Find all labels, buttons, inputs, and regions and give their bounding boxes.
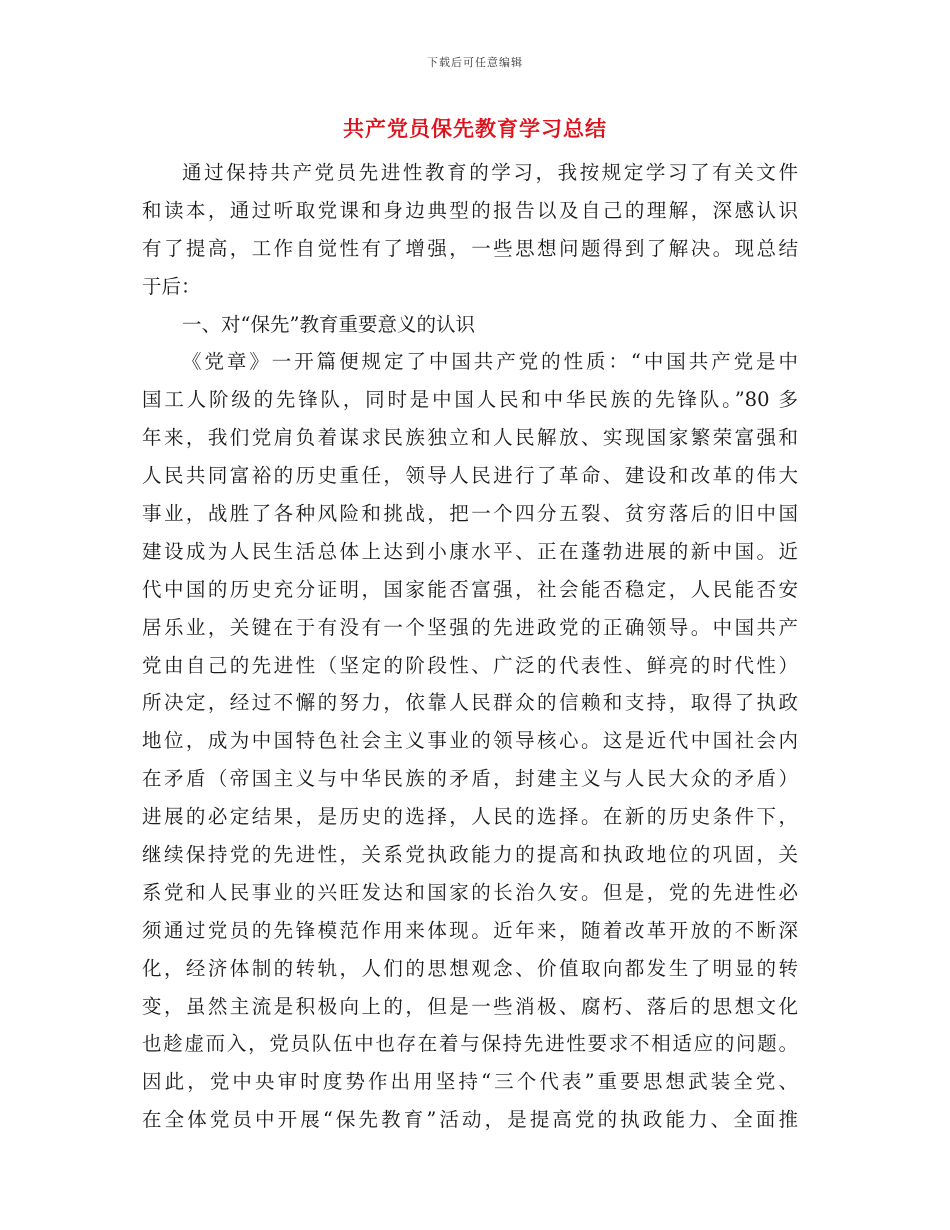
paragraph-line: 《党章》一开篇便规定了中国共产党的性质：“中国共产党是中 [182, 350, 798, 374]
paragraph-line: 和读本，通过听取党课和身边典型的报告以及自己的理解，深感认识 [142, 198, 798, 222]
paragraph-line: 于后： [142, 274, 201, 298]
paragraph-line: 所决定，经过不懈的努力，依靠人民群众的信赖和支持，取得了执政 [142, 691, 798, 715]
paragraph-line: 进展的必定结果，是历史的选择，人民的选择。在新的历史条件下， [142, 805, 798, 829]
paragraph-line: 有了提高，工作自觉性有了增强，一些思想问题得到了解决。现总结 [142, 236, 798, 260]
paragraph-line: 也趁虚而入，党员队伍中也存在着与保持先进性要求不相适应的问题。 [142, 1032, 798, 1056]
paragraph-line: 年来，我们党肩负着谋求民族独立和人民解放、实现国家繁荣富强和 [142, 426, 798, 450]
paragraph-line: 化，经济体制的转轨，人们的思想观念、价值取向都发生了明显的转 [142, 956, 798, 980]
section-heading: 一、对“保先”教育重要意义的认识 [182, 312, 475, 336]
paragraph-line: 人民共同富裕的历史重任，领导人民进行了革命、建设和改革的伟大 [142, 464, 798, 488]
paragraph-line: 党由自己的先进性（坚定的阶段性、广泛的代表性、鲜亮的时代性） [142, 653, 798, 677]
paragraph-line: 居乐业，关键在于有没有一个坚强的先进政党的正确领导。中国共产 [142, 615, 798, 639]
paragraph-line: 通过保持共产党员先进性教育的学习，我按规定学习了有关文件 [182, 161, 798, 184]
paragraph-line: 事业，战胜了各种风险和挑战，把一个四分五裂、贫穷落后的旧中国 [142, 502, 798, 526]
paragraph-line: 在全体党员中开展“保先教育”活动，是提高党的执政能力、全面推 [142, 1108, 798, 1132]
paragraph-line: 系党和人民事业的兴旺发达和国家的长治久安。但是，党的先进性必 [142, 880, 798, 904]
document-title: 共产党员保先教育学习总结 [343, 117, 607, 141]
paragraph-line: 代中国的历史充分证明，国家能否富强，社会能否稳定，人民能否安 [142, 577, 798, 601]
paragraph-line: 在矛盾（帝国主义与中华民族的矛盾，封建主义与人民大众的矛盾） [142, 767, 798, 791]
paragraph-line: 地位，成为中国特色社会主义事业的领导核心。这是近代中国社会内 [142, 729, 798, 753]
paragraph-line: 继续保持党的先进性，关系党执政能力的提高和执政地位的巩固，关 [142, 843, 798, 867]
paragraph-line: 须通过党员的先锋模范作用来体现。近年来，随着改革开放的不断深 [142, 918, 798, 942]
paragraph-line: 变，虽然主流是积极向上的，但是一些消极、腐朽、落后的思想文化 [142, 994, 798, 1018]
paragraph-line: 建设成为人民生活总体上达到小康水平、正在蓬勃进展的新中国。近 [142, 539, 798, 563]
header-note: 下载后可任意编辑 [427, 56, 523, 69]
paragraph-line: 国工人阶级的先锋队，同时是中国人民和中华民族的先锋队。”80 多 [142, 388, 798, 412]
paragraph-line: 因此，党中央审时度势作出用坚持“三个代表”重要思想武装全党、 [142, 1070, 798, 1094]
document-body [142, 154, 798, 1139]
